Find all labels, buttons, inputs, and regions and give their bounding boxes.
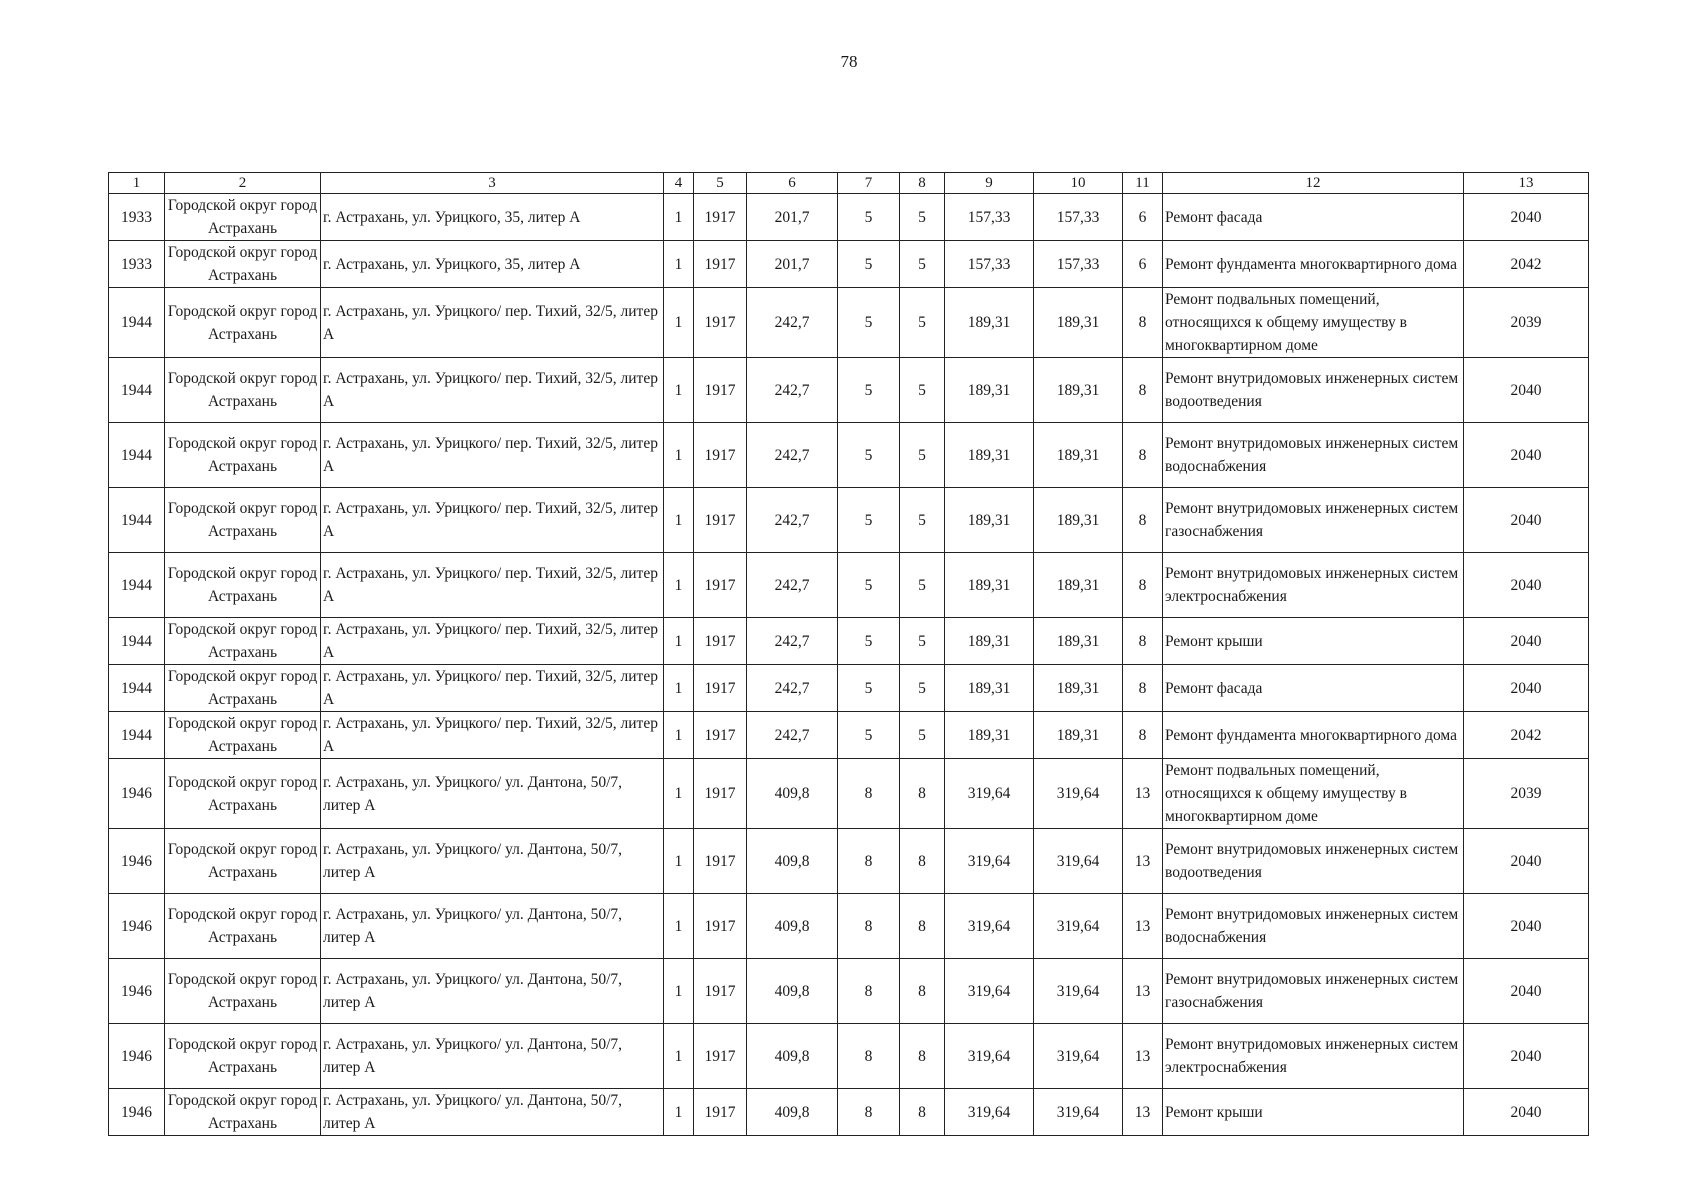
cell-col-9-value: 319,64 (945, 1024, 1034, 1089)
cell-col-7-value: 5 (838, 553, 900, 618)
cell-col-4-value: 1 (664, 553, 694, 618)
cell-col-8-value: 5 (900, 553, 945, 618)
cell-planned-year: 2039 (1464, 288, 1589, 358)
cell-col-8-value: 8 (900, 759, 945, 829)
page-number: 78 (840, 52, 858, 71)
cell-col-7-value: 5 (838, 288, 900, 358)
cell-address: г. Астрахань, ул. Урицкого/ пер. Тихий, 32/5, литер А (321, 665, 664, 712)
cell-col-8-value: 5 (900, 712, 945, 759)
cell-col-10-value: 319,64 (1034, 1089, 1123, 1136)
cell-col-4-value: 1 (664, 665, 694, 712)
cell-address: г. Астрахань, ул. Урицкого/ пер. Тихий, 32/5, литер А (321, 358, 664, 423)
cell-municipality: Городской округ город Астрахань (165, 959, 321, 1024)
cell-municipality: Городской округ город Астрахань (165, 759, 321, 829)
cell-col-4-value: 1 (664, 288, 694, 358)
cell-municipality: Городской округ город Астрахань (165, 894, 321, 959)
cell-col-10-value: 189,31 (1034, 288, 1123, 358)
cell-col-10-value: 319,64 (1034, 959, 1123, 1024)
cell-col-11-value: 8 (1123, 712, 1163, 759)
cell-col-4-value: 1 (664, 358, 694, 423)
cell-col-10-value: 189,31 (1034, 423, 1123, 488)
cell-year-built: 1917 (694, 1024, 747, 1089)
table-row (109, 553, 1589, 618)
cell-address: г. Астрахань, ул. Урицкого/ пер. Тихий, 32/5, литер А (321, 618, 664, 665)
cell-municipality: Городской округ город Астрахань (165, 712, 321, 759)
cell-col-11-value: 6 (1123, 241, 1163, 288)
cell-year-built: 1917 (694, 829, 747, 894)
cell-total-area: 409,8 (747, 1024, 838, 1089)
cell-col-7-value: 8 (838, 759, 900, 829)
cell-row-number: 1944 (109, 288, 165, 358)
cell-col-9-value: 189,31 (945, 553, 1034, 618)
column-header: 12 (1163, 173, 1464, 194)
cell-col-10-value: 189,31 (1034, 665, 1123, 712)
cell-repair-work-type: Ремонт подвальных помещений, относящихся к общему имуществу в многоквартирном доме (1163, 759, 1464, 829)
cell-col-8-value: 8 (900, 894, 945, 959)
cell-col-9-value: 189,31 (945, 288, 1034, 358)
cell-planned-year: 2042 (1464, 241, 1589, 288)
cell-address: г. Астрахань, ул. Урицкого/ пер. Тихий, 32/5, литер А (321, 553, 664, 618)
cell-repair-work-type: Ремонт фундамента многоквартирного дома (1163, 712, 1464, 759)
cell-planned-year: 2040 (1464, 488, 1589, 553)
cell-col-8-value: 8 (900, 1024, 945, 1089)
cell-col-10-value: 157,33 (1034, 194, 1123, 241)
cell-col-7-value: 8 (838, 1024, 900, 1089)
cell-col-4-value: 1 (664, 894, 694, 959)
column-header: 7 (838, 173, 900, 194)
table-row (109, 241, 1589, 288)
cell-municipality: Городской округ город Астрахань (165, 618, 321, 665)
cell-planned-year: 2040 (1464, 1024, 1589, 1089)
cell-municipality: Городской округ город Астрахань (165, 288, 321, 358)
cell-row-number: 1946 (109, 759, 165, 829)
table-row (109, 194, 1589, 241)
cell-col-10-value: 157,33 (1034, 241, 1123, 288)
cell-year-built: 1917 (694, 959, 747, 1024)
cell-planned-year: 2040 (1464, 1089, 1589, 1136)
column-header: 13 (1464, 173, 1589, 194)
cell-repair-work-type: Ремонт внутридомовых инженерных систем водоснабжения (1163, 894, 1464, 959)
cell-row-number: 1944 (109, 423, 165, 488)
column-header: 1 (109, 173, 165, 194)
cell-col-7-value: 5 (838, 241, 900, 288)
cell-col-11-value: 13 (1123, 894, 1163, 959)
cell-row-number: 1944 (109, 665, 165, 712)
cell-address: г. Астрахань, ул. Урицкого/ пер. Тихий, 32/5, литер А (321, 488, 664, 553)
cell-address: г. Астрахань, ул. Урицкого/ ул. Дантона, 50/7, литер А (321, 1024, 664, 1089)
cell-repair-work-type: Ремонт внутридомовых инженерных систем газоснабжения (1163, 959, 1464, 1024)
cell-col-10-value: 189,31 (1034, 488, 1123, 553)
cell-col-11-value: 13 (1123, 959, 1163, 1024)
table-row (109, 712, 1589, 759)
cell-col-10-value: 319,64 (1034, 1024, 1123, 1089)
cell-municipality: Городской округ город Астрахань (165, 553, 321, 618)
cell-col-9-value: 319,64 (945, 1089, 1034, 1136)
cell-total-area: 242,7 (747, 358, 838, 423)
cell-year-built: 1917 (694, 1089, 747, 1136)
cell-col-11-value: 13 (1123, 1089, 1163, 1136)
cell-col-7-value: 8 (838, 1089, 900, 1136)
cell-row-number: 1944 (109, 712, 165, 759)
cell-col-7-value: 5 (838, 618, 900, 665)
cell-col-11-value: 13 (1123, 759, 1163, 829)
cell-row-number: 1946 (109, 829, 165, 894)
cell-col-8-value: 8 (900, 829, 945, 894)
cell-col-10-value: 319,64 (1034, 894, 1123, 959)
repair-schedule-table (108, 172, 1589, 1136)
cell-municipality: Городской округ город Астрахань (165, 829, 321, 894)
cell-repair-work-type: Ремонт фасада (1163, 665, 1464, 712)
cell-col-7-value: 5 (838, 194, 900, 241)
cell-col-9-value: 189,31 (945, 665, 1034, 712)
cell-col-8-value: 5 (900, 618, 945, 665)
cell-col-7-value: 5 (838, 423, 900, 488)
cell-year-built: 1917 (694, 488, 747, 553)
cell-total-area: 242,7 (747, 665, 838, 712)
cell-year-built: 1917 (694, 759, 747, 829)
table-row (109, 829, 1589, 894)
cell-col-9-value: 189,31 (945, 423, 1034, 488)
cell-col-8-value: 5 (900, 665, 945, 712)
table-row (109, 1024, 1589, 1089)
table-row (109, 665, 1589, 712)
column-header: 5 (694, 173, 747, 194)
cell-year-built: 1917 (694, 894, 747, 959)
cell-col-11-value: 13 (1123, 829, 1163, 894)
table-row (109, 288, 1589, 358)
cell-repair-work-type: Ремонт фасада (1163, 194, 1464, 241)
cell-col-7-value: 5 (838, 488, 900, 553)
column-header: 9 (945, 173, 1034, 194)
cell-col-9-value: 189,31 (945, 488, 1034, 553)
cell-planned-year: 2040 (1464, 553, 1589, 618)
cell-year-built: 1917 (694, 241, 747, 288)
cell-col-4-value: 1 (664, 423, 694, 488)
cell-year-built: 1917 (694, 423, 747, 488)
cell-total-area: 242,7 (747, 423, 838, 488)
cell-year-built: 1917 (694, 665, 747, 712)
cell-municipality: Городской округ город Астрахань (165, 665, 321, 712)
cell-address: г. Астрахань, ул. Урицкого/ ул. Дантона, 50/7, литер А (321, 894, 664, 959)
cell-col-9-value: 189,31 (945, 358, 1034, 423)
cell-col-8-value: 5 (900, 241, 945, 288)
cell-col-11-value: 8 (1123, 423, 1163, 488)
cell-col-8-value: 5 (900, 488, 945, 553)
cell-col-4-value: 1 (664, 712, 694, 759)
column-header: 11 (1123, 173, 1163, 194)
cell-col-7-value: 8 (838, 894, 900, 959)
column-number-row (109, 173, 1589, 194)
cell-municipality: Городской округ город Астрахань (165, 358, 321, 423)
cell-col-9-value: 319,64 (945, 959, 1034, 1024)
cell-col-11-value: 13 (1123, 1024, 1163, 1089)
cell-col-8-value: 8 (900, 959, 945, 1024)
cell-col-4-value: 1 (664, 488, 694, 553)
cell-col-9-value: 157,33 (945, 241, 1034, 288)
cell-municipality: Городской округ город Астрахань (165, 423, 321, 488)
table-row (109, 1089, 1589, 1136)
cell-col-11-value: 8 (1123, 665, 1163, 712)
cell-planned-year: 2040 (1464, 423, 1589, 488)
cell-municipality: Городской округ город Астрахань (165, 1089, 321, 1136)
cell-col-8-value: 5 (900, 358, 945, 423)
cell-address: г. Астрахань, ул. Урицкого/ пер. Тихий, 32/5, литер А (321, 423, 664, 488)
cell-row-number: 1933 (109, 194, 165, 241)
cell-col-7-value: 8 (838, 959, 900, 1024)
cell-planned-year: 2042 (1464, 712, 1589, 759)
cell-total-area: 409,8 (747, 829, 838, 894)
cell-year-built: 1917 (694, 194, 747, 241)
cell-address: г. Астрахань, ул. Урицкого/ ул. Дантона, 50/7, литер А (321, 759, 664, 829)
cell-planned-year: 2040 (1464, 894, 1589, 959)
cell-col-10-value: 189,31 (1034, 712, 1123, 759)
cell-municipality: Городской округ город Астрахань (165, 194, 321, 241)
cell-col-10-value: 189,31 (1034, 553, 1123, 618)
column-header: 4 (664, 173, 694, 194)
cell-col-8-value: 5 (900, 288, 945, 358)
cell-col-4-value: 1 (664, 618, 694, 665)
cell-address: г. Астрахань, ул. Урицкого/ ул. Дантона, 50/7, литер А (321, 959, 664, 1024)
cell-repair-work-type: Ремонт крыши (1163, 618, 1464, 665)
table-row (109, 959, 1589, 1024)
cell-col-10-value: 189,31 (1034, 358, 1123, 423)
cell-planned-year: 2040 (1464, 618, 1589, 665)
cell-col-11-value: 8 (1123, 358, 1163, 423)
cell-col-11-value: 6 (1123, 194, 1163, 241)
cell-col-11-value: 8 (1123, 288, 1163, 358)
cell-planned-year: 2040 (1464, 665, 1589, 712)
cell-repair-work-type: Ремонт внутридомовых инженерных систем газоснабжения (1163, 488, 1464, 553)
cell-row-number: 1946 (109, 1089, 165, 1136)
cell-row-number: 1944 (109, 553, 165, 618)
cell-col-4-value: 1 (664, 1024, 694, 1089)
cell-row-number: 1946 (109, 894, 165, 959)
cell-total-area: 409,8 (747, 1089, 838, 1136)
cell-col-4-value: 1 (664, 829, 694, 894)
cell-address: г. Астрахань, ул. Урицкого/ ул. Дантона, 50/7, литер А (321, 1089, 664, 1136)
cell-year-built: 1917 (694, 358, 747, 423)
cell-col-4-value: 1 (664, 759, 694, 829)
cell-municipality: Городской округ город Астрахань (165, 1024, 321, 1089)
table-body (109, 194, 1589, 1136)
cell-total-area: 409,8 (747, 894, 838, 959)
column-header: 2 (165, 173, 321, 194)
cell-year-built: 1917 (694, 288, 747, 358)
cell-address: г. Астрахань, ул. Урицкого, 35, литер А (321, 241, 664, 288)
cell-col-11-value: 8 (1123, 553, 1163, 618)
cell-col-11-value: 8 (1123, 488, 1163, 553)
column-header: 10 (1034, 173, 1123, 194)
cell-col-7-value: 8 (838, 829, 900, 894)
column-header: 6 (747, 173, 838, 194)
cell-address: г. Астрахань, ул. Урицкого, 35, литер А (321, 194, 664, 241)
table-row (109, 358, 1589, 423)
cell-planned-year: 2040 (1464, 358, 1589, 423)
table-row (109, 894, 1589, 959)
cell-total-area: 242,7 (747, 553, 838, 618)
cell-planned-year: 2040 (1464, 829, 1589, 894)
cell-col-4-value: 1 (664, 241, 694, 288)
cell-row-number: 1946 (109, 1024, 165, 1089)
cell-repair-work-type: Ремонт внутридомовых инженерных систем электроснабжения (1163, 1024, 1464, 1089)
cell-col-4-value: 1 (664, 1089, 694, 1136)
cell-total-area: 409,8 (747, 959, 838, 1024)
cell-col-4-value: 1 (664, 194, 694, 241)
cell-col-9-value: 319,64 (945, 829, 1034, 894)
cell-col-7-value: 5 (838, 712, 900, 759)
cell-col-7-value: 5 (838, 665, 900, 712)
column-header: 3 (321, 173, 664, 194)
cell-col-8-value: 5 (900, 423, 945, 488)
cell-year-built: 1917 (694, 553, 747, 618)
column-header: 8 (900, 173, 945, 194)
cell-address: г. Астрахань, ул. Урицкого/ ул. Дантона, 50/7, литер А (321, 829, 664, 894)
cell-col-10-value: 319,64 (1034, 829, 1123, 894)
cell-col-11-value: 8 (1123, 618, 1163, 665)
table-row (109, 618, 1589, 665)
cell-repair-work-type: Ремонт внутридомовых инженерных систем водоотведения (1163, 829, 1464, 894)
cell-col-4-value: 1 (664, 959, 694, 1024)
cell-col-7-value: 5 (838, 358, 900, 423)
cell-col-9-value: 189,31 (945, 618, 1034, 665)
cell-total-area: 242,7 (747, 288, 838, 358)
cell-total-area: 242,7 (747, 488, 838, 553)
cell-planned-year: 2040 (1464, 194, 1589, 241)
cell-total-area: 409,8 (747, 759, 838, 829)
cell-row-number: 1944 (109, 618, 165, 665)
cell-row-number: 1933 (109, 241, 165, 288)
cell-municipality: Городской округ город Астрахань (165, 488, 321, 553)
cell-repair-work-type: Ремонт внутридомовых инженерных систем водоснабжения (1163, 423, 1464, 488)
cell-row-number: 1946 (109, 959, 165, 1024)
cell-address: г. Астрахань, ул. Урицкого/ пер. Тихий, 32/5, литер А (321, 712, 664, 759)
cell-col-10-value: 319,64 (1034, 759, 1123, 829)
table-row (109, 759, 1589, 829)
cell-col-8-value: 8 (900, 1089, 945, 1136)
cell-repair-work-type: Ремонт крыши (1163, 1089, 1464, 1136)
cell-total-area: 201,7 (747, 241, 838, 288)
cell-col-8-value: 5 (900, 194, 945, 241)
cell-planned-year: 2040 (1464, 959, 1589, 1024)
cell-year-built: 1917 (694, 712, 747, 759)
cell-row-number: 1944 (109, 488, 165, 553)
cell-col-9-value: 189,31 (945, 712, 1034, 759)
cell-municipality: Городской округ город Астрахань (165, 241, 321, 288)
cell-total-area: 201,7 (747, 194, 838, 241)
cell-repair-work-type: Ремонт подвальных помещений, относящихся к общему имуществу в многоквартирном доме (1163, 288, 1464, 358)
cell-col-9-value: 319,64 (945, 894, 1034, 959)
cell-repair-work-type: Ремонт внутридомовых инженерных систем водоотведения (1163, 358, 1464, 423)
cell-repair-work-type: Ремонт фундамента многоквартирного дома (1163, 241, 1464, 288)
table-row (109, 488, 1589, 553)
cell-repair-work-type: Ремонт внутридомовых инженерных систем электроснабжения (1163, 553, 1464, 618)
cell-total-area: 242,7 (747, 618, 838, 665)
cell-col-10-value: 189,31 (1034, 618, 1123, 665)
cell-row-number: 1944 (109, 358, 165, 423)
table-row (109, 423, 1589, 488)
cell-col-9-value: 157,33 (945, 194, 1034, 241)
cell-total-area: 242,7 (747, 712, 838, 759)
cell-address: г. Астрахань, ул. Урицкого/ пер. Тихий, 32/5, литер А (321, 288, 664, 358)
cell-col-9-value: 319,64 (945, 759, 1034, 829)
cell-planned-year: 2039 (1464, 759, 1589, 829)
cell-year-built: 1917 (694, 618, 747, 665)
